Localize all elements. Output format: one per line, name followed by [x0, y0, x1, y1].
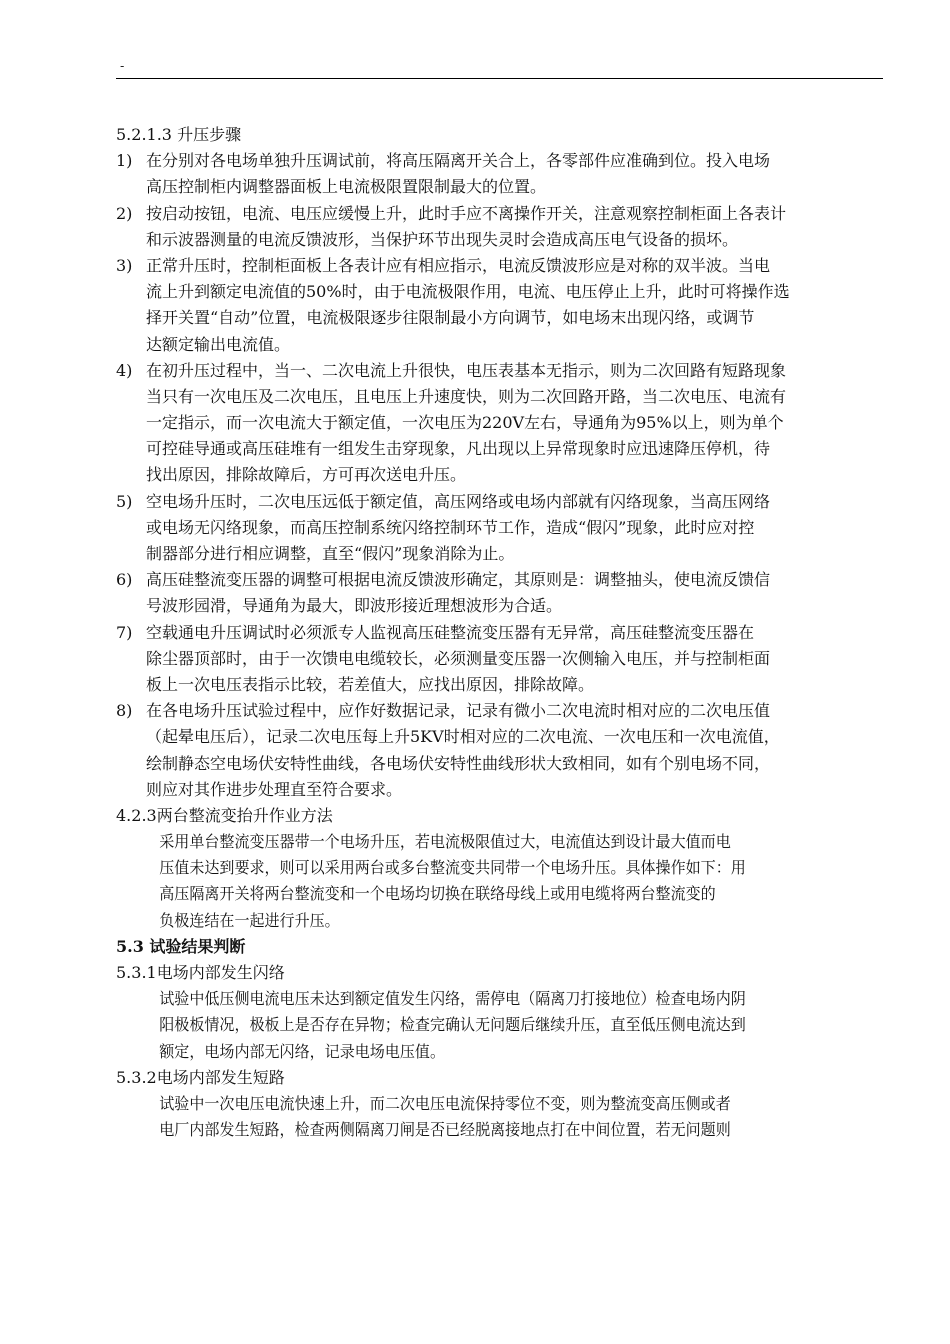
list-item-indent [116, 436, 146, 462]
list-item-indent [116, 305, 146, 331]
list-item-text: 可控硅导通或高压硅堆有一组发生击穿现象，凡出现以上异常现象时应迅速降压停机，待 [146, 439, 771, 459]
list-item-line [116, 593, 883, 619]
list-item-number: 1) [116, 151, 133, 171]
list-item-indent [116, 174, 146, 200]
list-item-text: 高压控制柜内调整器面板上电流极限置限制最大的位置。 [146, 177, 547, 197]
list-item-indent [116, 777, 146, 803]
list-item-text: （起晕电压后），记录二次电压每上升5KV时相对应的二次电流、一次电压和一次电流值， [146, 727, 780, 747]
list-item-line [116, 515, 883, 541]
list-item-text: 则应对其作进步处理直至符合要求。 [146, 779, 403, 799]
list-item-number: 7) [116, 622, 133, 642]
list-item-text: 空电场升压时，二次电压远低于额定值，高压网络或电场内部就有闪络现象，当高压网络 [146, 491, 771, 511]
list-item [116, 620, 883, 699]
list-item [116, 253, 883, 358]
list-item [116, 201, 883, 253]
paragraph-line: 额定，电场内部无闪络，记录电场电压值。 [159, 1041, 446, 1061]
list-item-text: 绘制静态空电场伏安特性曲线，各电场伏安特性曲线形状大致相同，如有个别电场不同， [146, 753, 771, 773]
list-item-number: 3) [116, 255, 133, 275]
list-item-line [116, 201, 883, 227]
list-item-text: 空载通电升压调试时必须派专人监视高压硅整流变压器有无异常，高压硅整流变压器在 [146, 622, 755, 642]
list-item-line [116, 698, 883, 724]
header-mark: - [120, 59, 125, 73]
section-heading: 5.3.1电场内部发生闪络 [116, 963, 285, 982]
list-item [116, 698, 883, 803]
list-item [116, 489, 883, 568]
list-item-line [116, 305, 883, 331]
list-item-indent [116, 332, 146, 358]
list-item-indent [116, 646, 146, 672]
paragraph-line: 试验中低压侧电流电压未达到额定值发生闪络，需停电（隔离刀打接地位）检查电场内阴 [159, 989, 746, 1009]
paragraph-line: 电厂内部发生短路，检查两侧隔离刀闸是否已经脱离接地点打在中间位置，若无问题则 [159, 1120, 731, 1140]
list-item-line [116, 646, 883, 672]
list-item-text: 在初升压过程中，当一、二次电流上升很快，电压表基本无指示，则为二次回路有短路现象 [146, 360, 787, 380]
paragraph [116, 829, 883, 934]
list-item-line [116, 227, 883, 253]
list-item [116, 567, 883, 619]
list-item-text: 或电场无闪络现象，而高压控制系统闪络控制环节工作，造成“假闪”现象，此时应对控 [146, 517, 755, 537]
list-item-text: 择开关置“自动”位置，电流极限逐步往限制最小方向调节，如电场末出现闪络，或调节 [146, 308, 755, 328]
list-item-indent [116, 384, 146, 410]
list-item-line [116, 462, 883, 488]
list-item-text: 正常升压时，控制柜面板上各表计应有相应指示，电流反馈波形应是对称的双半波。当电 [146, 255, 771, 275]
list-item-indent [116, 227, 146, 253]
list-item-line [116, 384, 883, 410]
list-item-indent [116, 515, 146, 541]
list-item-indent [116, 410, 146, 436]
list-item-indent [116, 462, 146, 488]
list-item-text: 在分别对各电场单独升压调试前，将高压隔离开关合上，各零部件应准确到位。投入电场 [146, 151, 771, 171]
list-item-line [116, 332, 883, 358]
paragraph-line: 压值未达到要求，则可以采用两台或多台整流变共同带一个电场升压。具体操作如下：用 [159, 858, 746, 878]
list-item-line [116, 751, 883, 777]
list-item-text: 和示波器测量的电流反馈波形，当保护环节出现失灵时会造成高压电气设备的损坏。 [146, 229, 739, 249]
list-item-text: 当只有一次电压及二次电压，且电压上升速度快，则为二次回路开路，当二次电压、电流有 [146, 386, 787, 406]
list-item-text: 高压硅整流变压器的调整可根据电流反馈波形确定，其原则是：调整抽头，使电流反馈信 [146, 570, 771, 590]
list-item-text: 在各电场升压试验过程中，应作好数据记录，记录有微小二次电流时相对应的二次电压值 [146, 701, 771, 721]
list-item-line [116, 436, 883, 462]
list-item-indent [116, 751, 146, 777]
list-item [116, 358, 883, 489]
list-item-line [116, 620, 883, 646]
list-item-line [116, 567, 883, 593]
list-item-number: 4) [116, 360, 133, 380]
paragraph-line: 负极连结在一起进行升压。 [159, 910, 340, 930]
list-item-text: 制器部分进行相应调整，直至“假闪”现象消除为止。 [146, 544, 515, 563]
paragraph [116, 1091, 883, 1143]
section-heading: 5.3 试验结果判断 [116, 936, 246, 956]
paragraph-line: 高压隔离开关将两台整流变和一个电场均切换在联络母线上或用电缆将两台整流变的 [159, 884, 716, 904]
list-item-text: 达额定输出电流值。 [146, 334, 291, 354]
list-item-text: 找出原因，排除故障后，方可再次送电升压。 [146, 465, 467, 485]
list-item-line [116, 541, 883, 567]
list-item-indent [116, 724, 146, 750]
list-item-line [116, 174, 883, 200]
list-item-line [116, 724, 883, 750]
paragraph-line: 试验中一次电压电流快速上升，而二次电压电流保持零位不变，则为整流变高压侧或者 [159, 1093, 731, 1113]
list-item-text: 号波形园滑，导通角为最大，即波形接近理想波形为合适。 [146, 596, 563, 616]
section-heading: 5.2.1.3 升压步骤 [116, 125, 242, 144]
list-item-number: 6) [116, 570, 133, 590]
list-item-number: 2) [116, 203, 133, 223]
list-item-line [116, 777, 883, 803]
list-item-line [116, 148, 883, 174]
list-item-number: 8) [116, 701, 133, 721]
list-item-indent [116, 541, 146, 567]
list-item-text: 除尘器顶部时，由于一次馈电电缆较长，必须测量变压器一次侧输入电压，并与控制柜面 [146, 648, 771, 668]
list-item-text: 一定指示，而一次电流大于额定值，一次电压为220V左右，导通角为95%以上，则为单个 [146, 413, 784, 433]
list-item [116, 148, 883, 200]
header-rule [116, 78, 883, 79]
list-item-line [116, 489, 883, 515]
list-item-line [116, 358, 883, 384]
document-body [116, 122, 883, 1143]
list-item-indent [116, 279, 146, 305]
list-item-indent [116, 672, 146, 698]
list-item-line [116, 410, 883, 436]
section-heading: 4.2.3两台整流变抬升作业方法 [116, 805, 333, 825]
list-item-text: 流上升到额定电流值的50%时，由于电流极限作用，电流、电压停止上升，此时可将操作选 [146, 282, 790, 302]
section-heading: 5.3.2电场内部发生短路 [116, 1067, 285, 1087]
list-item-line [116, 253, 883, 279]
list-item-indent [116, 593, 146, 619]
paragraph-line: 阳极板情况，极板上是否存在异物；检查完确认无问题后继续升压，直至低压侧电流达到 [159, 1015, 746, 1035]
list-item-text: 按启动按钮，电流、电压应缓慢上升，此时手应不离操作开关，注意观察控制柜面上各表计 [146, 203, 787, 223]
list-item-line [116, 672, 883, 698]
list-item-number: 5) [116, 491, 133, 511]
paragraph-line: 采用单台整流变压器带一个电场升压，若电流极限值过大，电流值达到设计最大值而电 [159, 832, 731, 852]
list-item-line [116, 279, 883, 305]
paragraph [116, 986, 883, 1065]
list-item-text: 板上一次电压表指示比较，若差值大，应找出原因，排除故障。 [146, 674, 595, 694]
